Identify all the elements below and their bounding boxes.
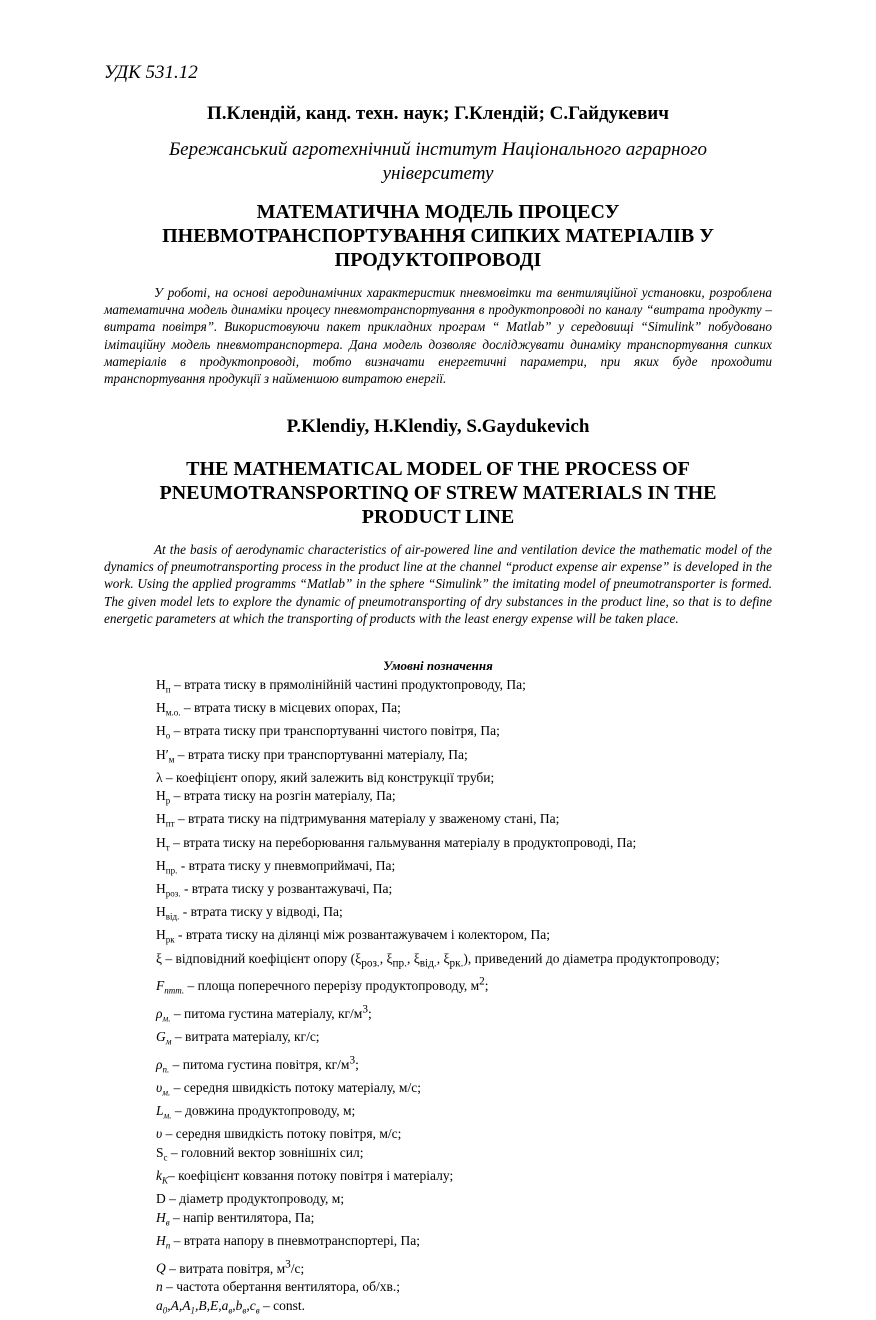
abstract-ukrainian: У роботі, на основі аеродинамічних характеристик пневмовітки та вентиляційної установки, розроблена математична модель динаміки процесу пневмотранспортування в продуктопроводі по каналу “витрата продукту – витрата повітря”. Використовуючи пакет прикладних програм “ Matlab” у середовищі “Simulink” побудовано імітаційну модель пневмотранспортера. Дана модель дозволяє досліджувати динаміку транспортування сипких матеріалів в продуктопроводі, тобто визначати енергетичні параметри, при яких буде проходити транспортування продукції з найменшою витратою енергії. <box>104 285 772 387</box>
notation-item <box>156 1232 796 1255</box>
notation-item <box>156 973 796 1001</box>
notation-description: – втрата тиску при транспортуванні чистого повітря, Па; <box>170 723 500 739</box>
notation-symbol: $\rho_{п.}$ <box>156 1056 170 1075</box>
notation-item <box>156 1125 796 1144</box>
notation-description: – const. <box>259 1297 306 1313</box>
notation-description: – втрата тиску при транспортуванні матеріалу, Па; <box>174 746 468 762</box>
notation-description: - втрата тиску у розвантажувачі, Па; <box>180 881 393 896</box>
notation-description: – головний вектор зовнішніх сил; <box>167 1144 364 1160</box>
notation-symbol: $H_т$ <box>156 834 170 853</box>
notation-description: – втрата тиску в місцевих опорах, Па; <box>180 700 401 716</box>
notation-item <box>156 699 796 722</box>
abstract-english: At the basis of aerodynamic characteristics of air-powered line and ventilation device the mathematic model of the dynamics of pneumotransporting process in the product line at the channel “product expense air expense” is developed in the work. Using the applied programms “Matlab” in the sphere “Simulink” the imitating model of pneumotransporter is formed. The given model lets to explore the dynamic of pneumotransporting of dry substances in the product line, so that is to define energetic parameters at which the transporting of products with the least energy expense will be taken place. <box>104 542 772 626</box>
notation-description: - втрата тиску у пневмоприймачі, Па; <box>177 857 396 873</box>
authors-ukrainian: П.Клендій, канд. техн. наук; Г.Клендій; С.Гайдукевич <box>207 103 669 124</box>
notation-item <box>156 676 796 699</box>
notation-description: – коефіцієнт ковзання потоку повітря і матеріалу; <box>167 1168 454 1184</box>
notation-description: – середня швидкість потоку матеріалу, м/с; <box>170 1080 421 1095</box>
notation-description: - втрата тиску на ділянці між розвантажувачем і колектором, Па; <box>174 927 551 943</box>
title-english: THE MATHEMATICAL MODEL OF THE PROCESS OF PNEUMOTRANSPORTINQ OF STREW MATERIALS IN THE PRODUCT LINE <box>159 458 717 528</box>
notation-symbol: $\upsilon_{м.}$ <box>156 1080 171 1098</box>
notation-symbol: $L_{м.}$ <box>156 1103 172 1121</box>
notation-item <box>156 1000 796 1028</box>
notation-item <box>156 1028 796 1051</box>
notation-description: – довжина продуктопроводу, м; <box>171 1103 356 1119</box>
notation-item <box>156 1209 796 1232</box>
notation-symbol: $G_м$ <box>156 1029 172 1047</box>
notation-item <box>156 1051 796 1079</box>
notation-symbol: $H_о$ <box>156 723 171 742</box>
notation-symbol: $k_К$ <box>156 1168 168 1186</box>
notation-symbol: $S_с$ <box>156 1144 168 1163</box>
notation-item <box>156 950 796 973</box>
notation-description: – витрата матеріалу, кг/с; <box>171 1029 320 1045</box>
notation-symbol: ξ <box>156 950 163 966</box>
notation-description: - втрата тиску у відводі, Па; <box>179 904 343 920</box>
notation-item <box>156 787 796 810</box>
notation-item <box>156 746 796 769</box>
notation-symbol: λ <box>156 769 163 785</box>
notation-item <box>156 769 796 788</box>
notation-item <box>156 1102 796 1125</box>
notation-symbol: Q <box>156 1260 166 1276</box>
notation-item <box>156 1255 796 1278</box>
notation-symbol: $H'_м$ <box>156 746 175 765</box>
notation-description: – втрата тиску на розгін матеріалу, Па; <box>170 788 396 804</box>
notation-symbol: $\rho_{м.}$ <box>156 1005 171 1024</box>
notation-symbol: $H_{пт}$ <box>156 811 175 830</box>
affiliation: Бережанський агротехнічний інститут Національного аграрного університету <box>168 139 708 184</box>
notation-description: – частота обертання вентилятора, об/хв.; <box>162 1279 401 1295</box>
notation-description: – площа поперечного перерізу продуктопроводу, $м^2$; <box>184 975 489 994</box>
notation-item <box>156 926 796 949</box>
notation-symbol: n <box>156 1279 163 1295</box>
notation-symbol: $H_п$ <box>156 677 171 695</box>
notation-item <box>156 1167 796 1190</box>
notation-symbol: $H_{рк}$ <box>156 927 175 946</box>
notation-symbol: $F_{птт.}$ <box>156 978 185 996</box>
notation-description: – втрата тиску в прямолінійній частині продуктопроводу, Па; <box>170 677 526 692</box>
notation-description: – питома густина матеріалу, $кг/м^3$; <box>170 1003 372 1021</box>
notation-item <box>156 834 796 857</box>
notation-description: – втрата тиску на підтримування матеріалу у зваженому стані, Па; <box>174 811 560 827</box>
notation-description: – втрата напору в пневмотранспортері, Па; <box>170 1232 421 1248</box>
authors-english: P.Klendiy, H.Klendiy, S.Gaydukevich <box>286 416 590 437</box>
notation-item <box>156 903 796 926</box>
notation-item <box>156 810 796 833</box>
notation-item <box>156 857 796 880</box>
notation-symbol: $H_{від.}$ <box>156 904 180 922</box>
notation-symbol: D <box>156 1191 166 1207</box>
notation-description: – втрата тиску на переборювання гальмування матеріалу в продуктопроводі, Па; <box>169 834 637 850</box>
notation-description: – середня швидкість потоку повітря, м/с; <box>162 1126 402 1142</box>
notation-symbol: $H_{м.о.}$ <box>156 700 181 718</box>
notation-symbol: $H_{роз.}$ <box>156 881 181 899</box>
notation-symbol: υ <box>156 1126 163 1142</box>
notation-description: – діаметр продуктопроводу, м; <box>165 1191 345 1207</box>
notation-item <box>156 1190 796 1209</box>
notation-symbol: $H_р$ <box>156 788 171 806</box>
notation-item <box>156 880 796 903</box>
notation-symbol: $H_п$ <box>156 1232 171 1251</box>
notation-item <box>156 1297 796 1320</box>
notation-item <box>156 1144 796 1167</box>
notation-list <box>156 676 796 1320</box>
notation-item <box>156 1278 796 1297</box>
notation-symbol: $a_0,A,A_1,B,E,a_в,b_в,c_в$ <box>156 1297 260 1316</box>
notation-symbol: $H_в$ <box>156 1209 170 1228</box>
notation-description: – питома густина повітря, $кг/м^3$; <box>169 1054 359 1072</box>
notation-description: – витрата повітря, $м^3/с$; <box>165 1258 305 1276</box>
notation-description: – напір вентилятора, Па; <box>169 1209 315 1225</box>
title-ukrainian: МАТЕМАТИЧНА МОДЕЛЬ ПРОЦЕСУ ПНЕВМОТРАНСПОРТУВАННЯ СИПКИХ МАТЕРІАЛІВ У ПРОДУКТОПРОВОДІ <box>162 201 714 271</box>
notation-description: – відповідний коефіцієнт опору ($\xi_{роз.}$, $\xi_{пр.}$, $\xi_{від.}$, $\xi_{рк.}$), приведений до діаметра продуктопроводу; <box>162 950 720 970</box>
notation-item <box>156 1079 796 1102</box>
notation-symbol: $H_{пр.}$ <box>156 857 178 876</box>
notation-description: – коефіцієнт опору, який залежить від конструкції труби; <box>162 769 495 785</box>
udc-code: УДК 531.12 <box>104 62 198 83</box>
notation-item <box>156 722 796 745</box>
notation-heading: Умовні позначення <box>383 658 493 673</box>
